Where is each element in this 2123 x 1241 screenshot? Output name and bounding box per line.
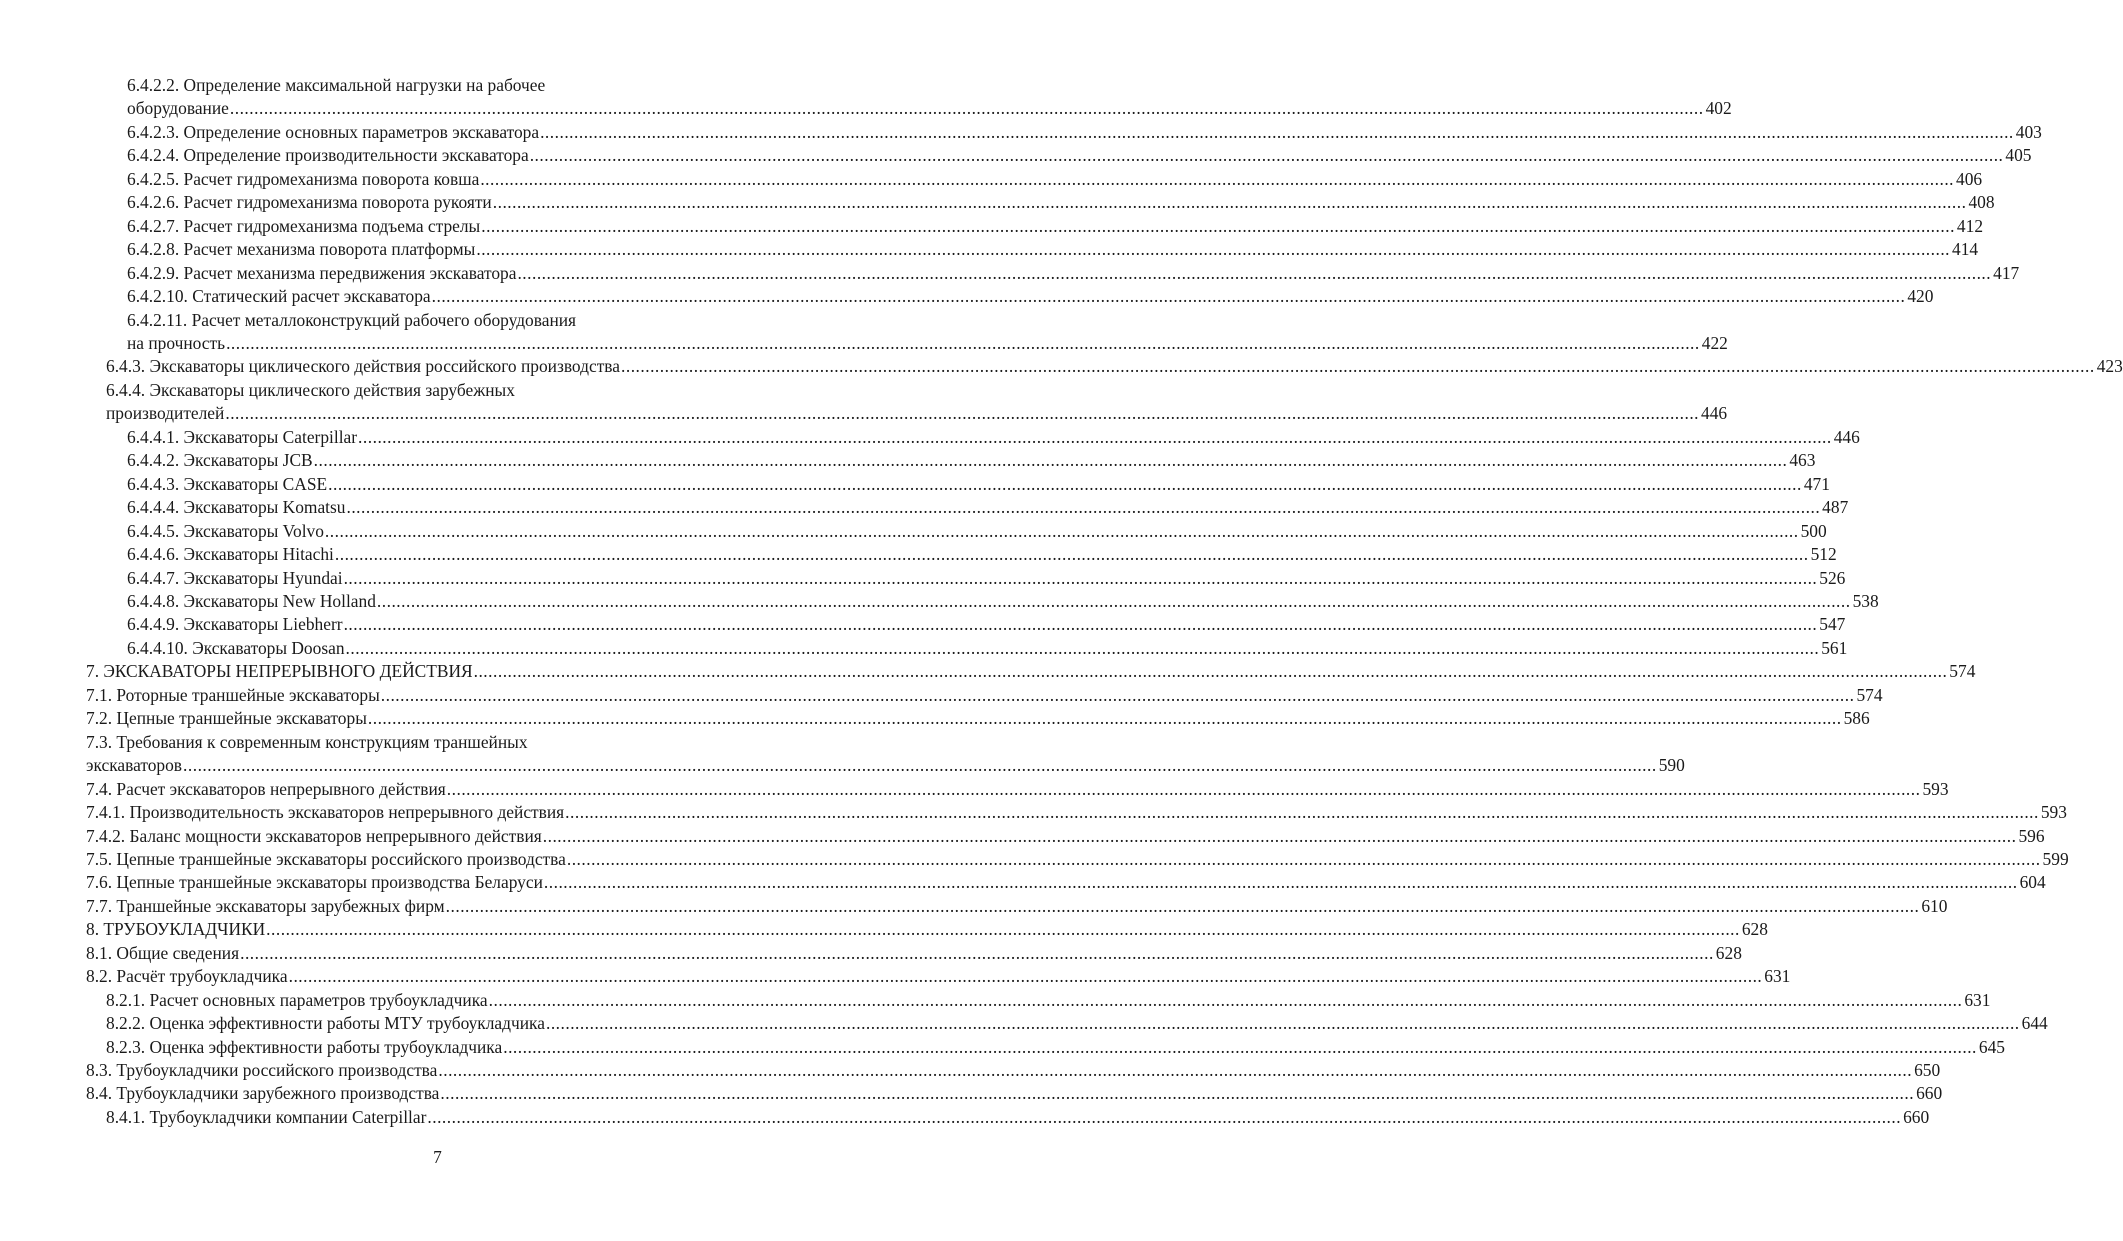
toc-entry-line	[127, 473, 1830, 496]
toc-entry-title: 6.4.2.5. Расчет гидромеханизма поворота ковша	[127, 168, 480, 189]
toc-entry-page: 408	[1968, 192, 1995, 213]
toc-entry[interactable]	[86, 942, 1742, 965]
toc-entry-title: 6.4.4.10. Экскаваторы Doosan	[127, 637, 345, 658]
toc-entry-line	[127, 613, 1846, 636]
dot-leader	[567, 848, 2041, 871]
toc-entry-title-line: 6.4.4. Экскаваторы циклического действия зарубежных	[106, 379, 515, 400]
toc-entry-page: 512	[1810, 544, 1837, 565]
toc-entry[interactable]	[86, 496, 1849, 519]
toc-entry-title: 8.2.3. Оценка эффективности работы трубоукладчика	[106, 1036, 503, 1057]
toc-entry-line	[127, 144, 2032, 167]
toc-entry[interactable]	[86, 449, 1816, 472]
toc-entry-title: 6.4.2.8. Расчет механизма поворота платформы	[127, 239, 476, 260]
toc-entry[interactable]	[86, 309, 1728, 356]
table-of-contents	[86, 74, 2123, 1129]
toc-entry-title-line: 7.3. Требования к современным конструкциям траншейных	[86, 731, 528, 752]
dot-leader	[225, 402, 1699, 425]
toc-entry-line	[106, 355, 2123, 378]
toc-entry[interactable]	[86, 731, 1685, 778]
toc-entry-page: 644	[2021, 1013, 2048, 1034]
toc-entry[interactable]	[86, 1082, 1943, 1105]
toc-entry-line	[127, 496, 1849, 519]
toc-entry[interactable]	[86, 848, 2069, 871]
toc-entry[interactable]	[86, 567, 1846, 590]
toc-entry-page: 590	[1658, 755, 1685, 776]
dot-leader	[493, 191, 1967, 214]
dot-leader	[344, 567, 1818, 590]
toc-entry-line	[86, 1059, 1941, 1082]
toc-entry-page: 574	[1856, 684, 1883, 705]
toc-entry-page: 561	[1821, 637, 1848, 658]
toc-entry[interactable]	[86, 144, 2032, 167]
toc-entry[interactable]	[86, 989, 1991, 1012]
toc-entry-title: 7.1. Роторные траншейные экскаваторы	[86, 684, 380, 705]
dot-leader	[503, 1036, 1977, 1059]
toc-entry-title: 6.4.4.7. Экскаваторы Hyundai	[127, 567, 343, 588]
dot-leader	[474, 660, 1948, 683]
dot-leader	[314, 449, 1788, 472]
toc-entry-line	[106, 1036, 2005, 1059]
dot-leader	[230, 97, 1704, 120]
toc-entry-page: 402	[1705, 98, 1732, 119]
toc-entry-line	[127, 520, 1827, 543]
toc-entry[interactable]	[86, 168, 1983, 191]
toc-entry-page: 574	[1949, 661, 1976, 682]
toc-entry[interactable]	[86, 1059, 1941, 1082]
toc-entry-line	[86, 801, 2067, 824]
toc-entry-title: 7.2. Цепные траншейные экскаваторы	[86, 708, 367, 729]
toc-entry-page: 526	[1819, 567, 1846, 588]
toc-entry-title: 6.4.4.1. Экскаваторы Caterpillar	[127, 426, 358, 447]
toc-entry[interactable]	[86, 1036, 2005, 1059]
toc-entry-line	[86, 660, 1976, 683]
dot-leader	[427, 1106, 1901, 1129]
toc-entry-title: 8.4. Трубоукладчики зарубежного производства	[86, 1083, 440, 1104]
dot-leader	[476, 238, 1950, 261]
dot-leader	[481, 215, 1955, 238]
toc-entry-page: 446	[1833, 426, 1860, 447]
toc-entry-page: 487	[1822, 497, 1849, 518]
toc-entry[interactable]	[86, 285, 1934, 308]
toc-entry-line	[127, 168, 1983, 191]
toc-entry-page: 414	[1952, 239, 1979, 260]
toc-entry[interactable]	[86, 918, 1768, 941]
toc-entry-line	[86, 707, 1870, 730]
dot-leader	[621, 355, 2095, 378]
toc-entry-page: 586	[1843, 708, 1870, 729]
toc-entry[interactable]	[86, 426, 1860, 449]
toc-entry-page: 645	[1978, 1036, 2005, 1057]
toc-entry-line	[127, 191, 1995, 214]
dot-leader	[328, 473, 1802, 496]
dot-leader	[226, 332, 1700, 355]
toc-entry-title: 8.2.2. Оценка эффективности работы МТУ трубоукладчика	[106, 1013, 545, 1034]
toc-entry-title: 7.7. Траншейные экскаваторы зарубежных фирм	[86, 895, 445, 916]
toc-entry[interactable]	[86, 871, 2046, 894]
toc-entry-line	[127, 637, 1848, 660]
toc-entry-line	[86, 918, 1768, 941]
dot-leader	[346, 496, 1820, 519]
dot-leader	[381, 684, 1855, 707]
toc-entry[interactable]	[86, 121, 2042, 144]
toc-entry-line	[127, 449, 1816, 472]
toc-entry-page: 420	[1907, 286, 1934, 307]
toc-entry[interactable]	[86, 684, 1883, 707]
toc-entry-page: 610	[1921, 895, 1948, 916]
toc-entry-line	[86, 754, 1685, 777]
toc-entry-title: экскаваторов	[86, 755, 183, 776]
toc-entry-page: 446	[1701, 403, 1728, 424]
toc-entry[interactable]	[86, 191, 1995, 214]
toc-entry-title: 7.5. Цепные траншейные экскаваторы российского производства	[86, 848, 566, 869]
toc-entry-line	[127, 285, 1934, 308]
toc-entry-line	[106, 1106, 1930, 1129]
dot-leader	[540, 121, 2014, 144]
toc-entry[interactable]	[86, 262, 2020, 285]
toc-entry[interactable]	[86, 637, 1848, 660]
toc-entry-page: 471	[1803, 473, 1830, 494]
toc-entry-title: 6.4.2.9. Расчет механизма передвижения экскаватора	[127, 262, 517, 283]
toc-entry-title: 6.4.3. Экскаваторы циклического действия российского производства	[106, 356, 620, 377]
dot-leader	[368, 707, 1842, 730]
toc-entry-line	[127, 262, 2020, 285]
dot-leader	[335, 543, 1809, 566]
dot-leader	[344, 613, 1818, 636]
dot-leader	[358, 426, 1832, 449]
toc-entry-title: производителей	[106, 403, 225, 424]
toc-entry-line	[86, 965, 1791, 988]
toc-entry-page: 628	[1741, 919, 1768, 940]
dot-leader	[517, 262, 1991, 285]
dot-leader	[240, 942, 1714, 965]
dot-leader	[544, 871, 2018, 894]
toc-entry-line	[127, 97, 1732, 120]
toc-entry-title: 6.4.4.6. Экскаваторы Hitachi	[127, 544, 334, 565]
toc-entry-line	[127, 238, 1979, 261]
toc-entry[interactable]	[86, 895, 1948, 918]
toc-entry-title: 6.4.2.4. Определение производительности экскаватора	[127, 145, 529, 166]
dot-leader	[546, 1012, 2020, 1035]
toc-entry[interactable]	[86, 74, 1732, 121]
toc-entry-page: 596	[2018, 825, 2045, 846]
toc-entry-title: 6.4.2.6. Расчет гидромеханизма поворота рукояти	[127, 192, 492, 213]
toc-entry[interactable]	[86, 825, 2045, 848]
dot-leader	[438, 1059, 1912, 1082]
toc-entry-line	[127, 121, 2042, 144]
toc-entry-page: 538	[1852, 590, 1879, 611]
toc-entry[interactable]	[86, 613, 1846, 636]
toc-entry[interactable]	[86, 238, 1979, 261]
toc-entry-page: 406	[1956, 168, 1983, 189]
toc-entry-title: 8.2. Расчёт трубоукладчика	[86, 966, 288, 987]
toc-entry-line	[86, 684, 1883, 707]
toc-entry-page: 650	[1914, 1060, 1941, 1081]
toc-entry-page: 628	[1715, 942, 1742, 963]
toc-entry-title: 6.4.4.4. Экскаваторы Komatsu	[127, 497, 346, 518]
dot-leader	[325, 520, 1799, 543]
toc-entry-page: 660	[1916, 1083, 1943, 1104]
toc-entry-line	[86, 1082, 1943, 1105]
dot-leader	[447, 778, 1921, 801]
toc-entry-title: 8.3. Трубоукладчики российского производства	[86, 1060, 438, 1081]
toc-entry-line	[86, 895, 1948, 918]
toc-entry-title: 6.4.2.3. Определение основных параметров экскаватора	[127, 121, 540, 142]
toc-entry-title: 6.4.2.10. Статический расчет экскаватора	[127, 286, 431, 307]
dot-leader	[480, 168, 1954, 191]
toc-entry-title: 6.4.2.7. Расчет гидромеханизма подъема стрелы	[127, 215, 481, 236]
toc-entry-page: 593	[1922, 778, 1949, 799]
toc-entry[interactable]	[86, 473, 1830, 496]
toc-entry-line	[127, 567, 1846, 590]
toc-entry[interactable]	[86, 1106, 1930, 1129]
dot-leader	[489, 989, 1963, 1012]
toc-entry-title: 8.1. Общие сведения	[86, 942, 240, 963]
toc-entry-title-line: 6.4.2.11. Расчет металлоконструкций рабочего оборудования	[127, 309, 577, 330]
toc-entry-title: 8. ТРУБОУКЛАДЧИКИ	[86, 919, 266, 940]
toc-entry-line	[86, 848, 2069, 871]
toc-entry[interactable]	[86, 355, 2123, 378]
dot-leader	[377, 590, 1851, 613]
toc-entry-line	[106, 989, 1991, 1012]
toc-entry-page: 405	[2005, 145, 2032, 166]
toc-entry-line	[127, 332, 1728, 355]
dot-leader	[289, 965, 1763, 988]
toc-entry-title: 6.4.4.5. Экскаваторы Volvo	[127, 520, 324, 541]
toc-entry[interactable]	[86, 590, 1879, 613]
toc-entry-page: 599	[2042, 848, 2069, 869]
toc-entry-title: 7.4.1. Производительность экскаваторов непрерывного действия	[86, 802, 565, 823]
toc-entry[interactable]	[86, 520, 1827, 543]
toc-entry-line	[106, 402, 1728, 425]
toc-entry-page: 631	[1964, 989, 1991, 1010]
dot-leader	[446, 895, 1920, 918]
toc-entry-title: 6.4.4.2. Экскаваторы JCB	[127, 450, 313, 471]
toc-entry-page: 423	[2096, 356, 2123, 377]
toc-entry-line	[127, 426, 1860, 449]
toc-entry-line	[86, 871, 2046, 894]
toc-entry-title: оборудование	[127, 98, 229, 119]
toc-entry[interactable]	[86, 965, 1791, 988]
toc-entry-page: 412	[1956, 215, 1984, 236]
toc-entry-page: 660	[1903, 1106, 1930, 1127]
dot-leader	[266, 918, 1740, 941]
toc-entry-title: 6.4.4.8. Экскаваторы New Holland	[127, 590, 376, 611]
dot-leader	[565, 801, 2039, 824]
toc-entry-page: 403	[2015, 121, 2042, 142]
toc-entry-page: 631	[1764, 966, 1791, 987]
toc-entry[interactable]	[86, 660, 1976, 683]
toc-entry-page: 500	[1800, 520, 1827, 541]
toc-entry-page: 422	[1701, 332, 1728, 353]
toc-entry-line	[86, 778, 1949, 801]
toc-entry-title: 6.4.4.9. Экскаваторы Liebherr	[127, 614, 343, 635]
toc-entry-page: 547	[1819, 614, 1846, 635]
toc-entry-title: 7. ЭКСКАВАТОРЫ НЕПРЕРЫВНОГО ДЕЙСТВИЯ	[86, 661, 473, 682]
toc-entry-title-line: 6.4.2.2. Определение максимальной нагрузки на рабочее	[127, 75, 546, 95]
dot-leader	[543, 825, 2017, 848]
toc-entry[interactable]	[86, 379, 1728, 426]
toc-entry-title: 8.4.1. Трубоукладчики компании Caterpillar	[106, 1106, 427, 1127]
toc-entry-title: 6.4.4.3. Экскаваторы CASE	[127, 473, 328, 494]
toc-entry-page: 417	[1993, 262, 2020, 283]
toc-entry-line	[127, 543, 1837, 566]
page-number: 7	[433, 1147, 442, 1167]
toc-entry-line	[86, 942, 1742, 965]
toc-entry-title: 7.4.2. Баланс мощности экскаваторов непрерывного действия	[86, 825, 542, 846]
toc-entry-line	[106, 1012, 2048, 1035]
toc-entry-line	[86, 825, 2045, 848]
dot-leader	[432, 285, 1906, 308]
toc-entry[interactable]	[86, 801, 2067, 824]
toc-entry-page: 463	[1789, 450, 1816, 471]
toc-entry-line	[127, 215, 1984, 238]
toc-entry-page: 593	[2040, 802, 2067, 823]
toc-entry-title: 7.6. Цепные траншейные экскаваторы производства Беларуси	[86, 872, 543, 893]
toc-entry-title: 7.4. Расчет экскаваторов непрерывного действия	[86, 778, 446, 799]
dot-leader	[183, 754, 1657, 777]
toc-entry-title: на прочность	[127, 332, 226, 353]
dot-leader	[346, 637, 1820, 660]
toc-entry-line	[127, 590, 1879, 613]
toc-entry[interactable]	[86, 707, 1870, 730]
toc-entry[interactable]	[86, 543, 1837, 566]
toc-entry-title: 8.2.1. Расчет основных параметров трубоукладчика	[106, 989, 488, 1010]
toc-entry-page: 604	[2019, 872, 2046, 893]
toc-entry[interactable]	[86, 215, 1984, 238]
toc-entry[interactable]	[86, 778, 1949, 801]
dot-leader	[440, 1082, 1914, 1105]
toc-entry[interactable]	[86, 1012, 2048, 1035]
dot-leader	[530, 144, 2004, 167]
